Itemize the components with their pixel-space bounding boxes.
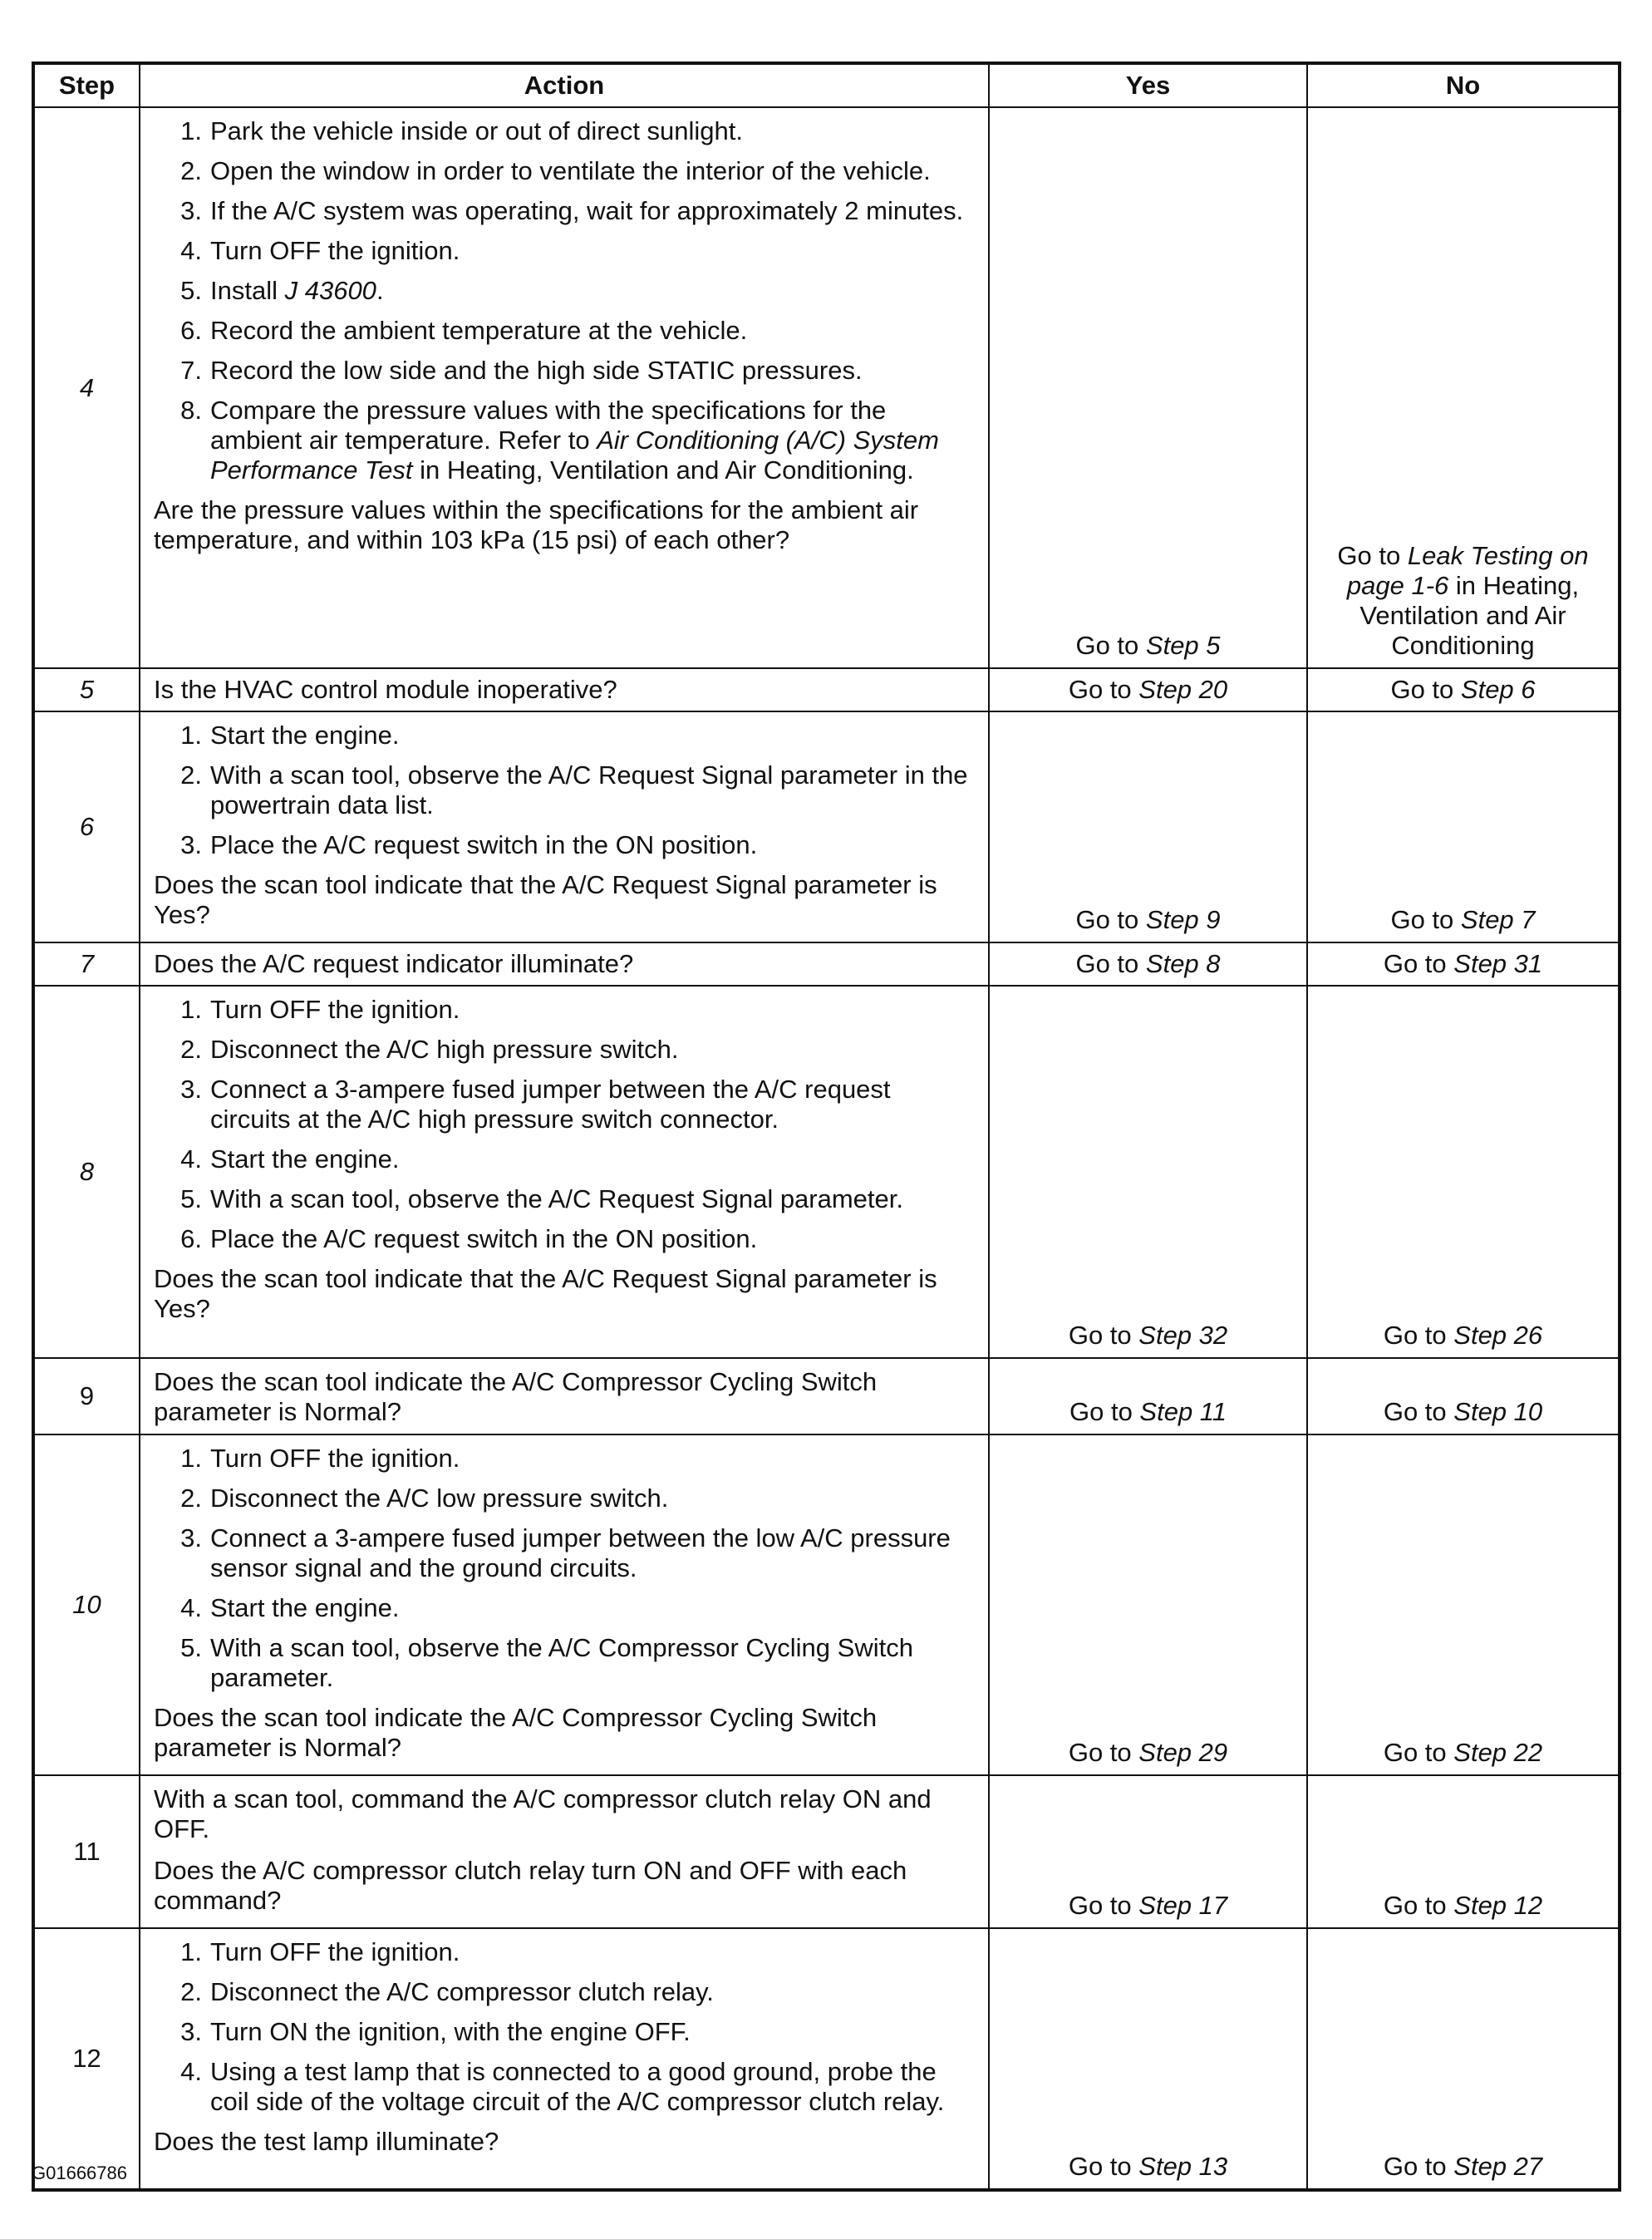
step-link[interactable]: Step 6 <box>1460 675 1536 704</box>
step-link[interactable]: Step 11 <box>1139 1397 1227 1426</box>
action-cell <box>140 1928 989 2190</box>
question-text: Does the A/C compressor clutch relay turn ON and OFF with each command? <box>154 1856 907 1915</box>
step-link[interactable]: Step 31 <box>1453 949 1543 978</box>
step-link[interactable]: Step 7 <box>1460 905 1536 934</box>
step-link[interactable]: Step 12 <box>1453 1891 1543 1920</box>
action-list <box>154 721 976 860</box>
step-link[interactable]: Step 10 <box>1453 1397 1543 1426</box>
list-item: 1. Start the engine. <box>180 721 400 750</box>
step-link[interactable]: Step 13 <box>1138 2152 1228 2181</box>
step-number: 9 <box>33 1358 140 1434</box>
instruction-text: With a scan tool, command the A/C compressor clutch relay ON and OFF. <box>154 1784 932 1843</box>
list-item: 2. Disconnect the A/C high pressure switch. <box>180 1035 679 1064</box>
list-item: 3. Connect a 3-ampere fused jumper between the A/C request circuits at the A/C high pressure switch connector. <box>180 1075 891 1134</box>
step-link[interactable]: Step 9 <box>1145 905 1221 934</box>
yes-cell: Go to Step 32 <box>989 986 1307 1358</box>
question-text: Does the scan tool indicate that the A/C Request Signal parameter is Yes? <box>154 1264 937 1323</box>
step-link[interactable]: Step 22 <box>1453 1738 1543 1767</box>
step-link[interactable]: Step 32 <box>1138 1321 1228 1350</box>
yes-cell: Go to Step 20 <box>989 668 1307 711</box>
table-row-step-7 <box>33 942 1620 986</box>
header-row <box>33 63 1620 107</box>
list-item: 1. Park the vehicle inside or out of direct sunlight. <box>180 116 744 145</box>
action-list <box>154 995 976 1254</box>
table-row-step-12 <box>33 1928 1620 2190</box>
step-number: 5 <box>33 668 140 711</box>
list-item: 5. Install J 43600. <box>180 276 384 305</box>
step-number: 6 <box>33 711 140 942</box>
diagnostic-table-sheet <box>32 62 1618 2192</box>
action-cell <box>140 986 989 1358</box>
step-number: 10 <box>33 1434 140 1775</box>
list-item: 2. Disconnect the A/C low pressure switch. <box>180 1484 669 1513</box>
header-no: No <box>1307 63 1620 107</box>
list-item: 7. Record the low side and the high side STATIC pressures. <box>180 356 863 385</box>
table-row-step-5 <box>33 668 1620 711</box>
yes-cell: Go to Step 13 <box>989 1928 1307 2190</box>
question-text: Does the scan tool indicate that the A/C Request Signal parameter is Yes? <box>154 870 937 929</box>
list-item: 4. Using a test lamp that is connected to a good ground, probe the coil side of the voltage circuit of the A/C compressor clutch relay. <box>180 2057 945 2116</box>
table-row-step-4 <box>33 107 1620 668</box>
figure-code: G01666786 <box>32 2163 127 2183</box>
list-item: 5. With a scan tool, observe the A/C Compressor Cycling Switch parameter. <box>180 1633 913 1692</box>
question-text: Does the scan tool indicate the A/C Compressor Cycling Switch parameter is Normal? <box>154 1367 878 1426</box>
yes-cell: Go to Step 11 <box>989 1358 1307 1434</box>
header-yes: Yes <box>989 63 1307 107</box>
no-cell: Go to Step 6 <box>1307 668 1620 711</box>
step-link[interactable]: Step 17 <box>1138 1891 1228 1920</box>
yes-cell: Go to Step 5 <box>989 107 1307 668</box>
action-list <box>154 1444 976 1693</box>
step-number: 7 <box>33 942 140 986</box>
list-item: 4. Start the engine. <box>180 1593 400 1622</box>
list-item: 1. Turn OFF the ignition. <box>180 1444 460 1473</box>
yes-cell: Go to Step 8 <box>989 942 1307 986</box>
no-cell: Go to Step 22 <box>1307 1434 1620 1775</box>
diagnostic-table <box>32 62 1621 2192</box>
table-row-step-6 <box>33 711 1620 942</box>
no-cell: Go to Step 27 <box>1307 1928 1620 2190</box>
step-link[interactable]: Step 20 <box>1138 675 1228 704</box>
list-item: 3. If the A/C system was operating, wait for approximately 2 minutes. <box>180 196 964 225</box>
no-cell: Go to Step 10 <box>1307 1358 1620 1434</box>
step-link[interactable]: Step 27 <box>1453 2152 1543 2181</box>
question-text: Are the pressure values within the specifications for the ambient air temperature, and within 103 kPa (15 psi) of each other? <box>154 495 919 554</box>
no-cell: Go to Step 26 <box>1307 986 1620 1358</box>
action-cell <box>140 942 989 986</box>
yes-cell: Go to Step 29 <box>989 1434 1307 1775</box>
list-item: 1. Turn OFF the ignition. <box>180 1937 460 1966</box>
action-cell <box>140 668 989 711</box>
header-step: Step <box>33 63 140 107</box>
table-row-step-9 <box>33 1358 1620 1434</box>
action-cell <box>140 1358 989 1434</box>
list-item: 3. Turn ON the ignition, with the engine OFF. <box>180 2017 691 2046</box>
yes-cell: Go to Step 17 <box>989 1775 1307 1928</box>
yes-cell: Go to Step 9 <box>989 711 1307 942</box>
no-cell: Go to Step 31 <box>1307 942 1620 986</box>
question-text: Does the scan tool indicate the A/C Compressor Cycling Switch parameter is Normal? <box>154 1703 878 1762</box>
action-cell <box>140 1434 989 1775</box>
no-cell: Go to Step 12 <box>1307 1775 1620 1928</box>
step-number: 8 <box>33 986 140 1358</box>
list-item: 5. With a scan tool, observe the A/C Request Signal parameter. <box>180 1184 904 1213</box>
step-link[interactable]: Step 26 <box>1453 1321 1543 1350</box>
question-text: Does the test lamp illuminate? <box>154 2127 499 2156</box>
action-cell <box>140 1775 989 1928</box>
list-item: 2. With a scan tool, observe the A/C Request Signal parameter in the powertrain data list. <box>180 760 968 819</box>
step-link[interactable]: Step 8 <box>1145 949 1221 978</box>
step-link[interactable]: Step 5 <box>1145 631 1221 660</box>
list-item: 1. Turn OFF the ignition. <box>180 995 460 1024</box>
list-item: 2. Disconnect the A/C compressor clutch relay. <box>180 1977 714 2006</box>
action-cell <box>140 107 989 668</box>
list-item: 8. Compare the pressure values with the specifications for the ambient air temperature. Refer to Air Conditioning (A/C) System Performance Test in Heating, Ventilation and Air Conditioning. <box>180 396 939 485</box>
tool-reference: J 43600 <box>284 276 376 305</box>
list-item: 6. Place the A/C request switch in the ON position. <box>180 1224 758 1253</box>
list-item: 6. Record the ambient temperature at the vehicle. <box>180 316 748 345</box>
table-row-step-10 <box>33 1434 1620 1775</box>
procedure-link[interactable]: Leak Testing on page 1-6 <box>1346 541 1589 600</box>
no-cell: Go to Step 7 <box>1307 711 1620 942</box>
list-item: 4. Start the engine. <box>180 1144 400 1174</box>
step-link[interactable]: Step 29 <box>1138 1738 1228 1767</box>
step-number: 4 <box>33 107 140 668</box>
action-list <box>154 1937 976 2117</box>
list-item: 3. Place the A/C request switch in the ON position. <box>180 830 758 859</box>
table-row-step-8 <box>33 986 1620 1358</box>
question-text: Is the HVAC control module inoperative? <box>154 675 617 704</box>
procedure-reference: Air Conditioning (A/C) System Performance Test <box>210 426 939 485</box>
list-item: 3. Connect a 3-ampere fused jumper between the low A/C pressure sensor signal and the ground circuits. <box>180 1523 951 1582</box>
step-number: 12 <box>33 1928 140 2190</box>
table-row-step-11 <box>33 1775 1620 1928</box>
header-action: Action <box>140 63 989 107</box>
list-item: 4. Turn OFF the ignition. <box>180 236 460 265</box>
action-cell <box>140 711 989 942</box>
list-item: 2. Open the window in order to ventilate the interior of the vehicle. <box>180 156 931 185</box>
question-text: Does the A/C request indicator illuminate? <box>154 949 634 978</box>
no-cell: Go to Leak Testing on page 1-6 in Heating, Ventilation and Air Conditioning <box>1307 107 1620 668</box>
step-number: 11 <box>33 1775 140 1928</box>
action-list <box>154 116 976 485</box>
